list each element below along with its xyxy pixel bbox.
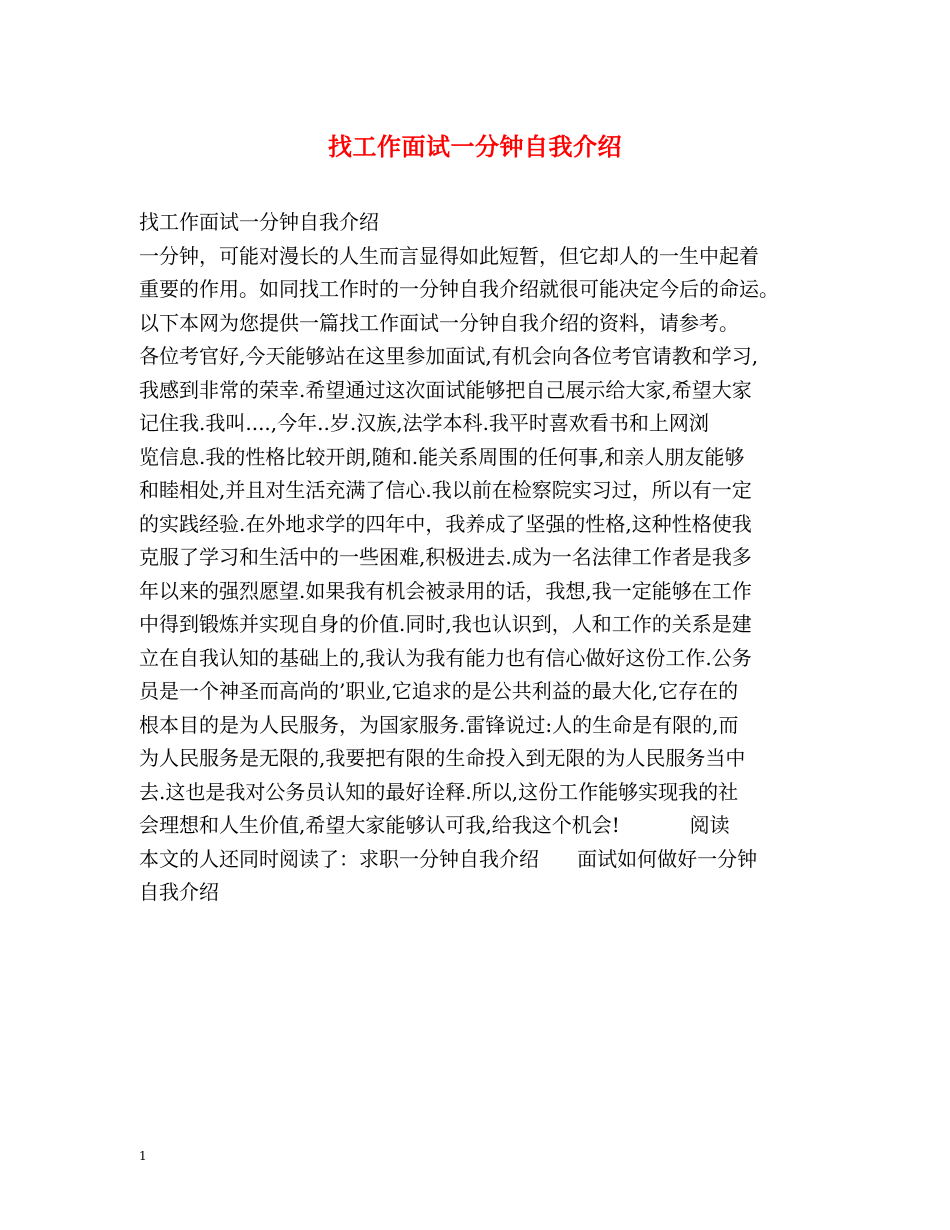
text-line: 会理想和人生价值,希望大家能够认可我,给我这个机会! 阅读 xyxy=(139,813,730,837)
page-number: 1 xyxy=(139,1149,147,1163)
text-line: 年以来的强烈愿望.如果我有机会被录用的话，我想,我一定能够在工作 xyxy=(139,578,752,603)
text-line: 我感到非常的荣幸.希望通过这次面试能够把自己展示给大家,希望大家 xyxy=(139,377,752,402)
text-line: 立在自我认知的基础上的,我认为我有能力也有信心做好这份工作.公务 xyxy=(139,645,752,670)
text-line: 本文的人还同时阅读了：求职一分钟自我介绍 面试如何做好一分钟 xyxy=(139,846,758,871)
document-title: 找工作面试一分钟自我介绍 xyxy=(328,132,622,161)
text-line: 各位考官好,今天能够站在这里参加面试,有机会向各位考官请教和学习, xyxy=(139,344,759,368)
text-line: 的实践经验.在外地求学的四年中，我养成了坚强的性格,这种性格使我 xyxy=(139,511,752,536)
text-line: 中得到锻炼并实现自身的价值.同时,我也认识到，人和工作的关系是建 xyxy=(139,612,752,636)
text-line: 员是一个神圣而高尚的’职业,它追求的是公共利益的最大化,它存在的 xyxy=(139,679,739,703)
text-line: 和睦相处,并且对生活充满了信心.我以前在检察院实习过，所以有一定 xyxy=(139,478,752,502)
text-line: 去.这也是我对公务员认知的最好诠释.所以,这份工作能够实现我的社 xyxy=(139,779,739,804)
document-body xyxy=(139,206,815,910)
text-line: 重要的作用。如同找工作时的一分钟自我介绍就很可能决定今后的命运。 xyxy=(139,277,779,301)
text-line: 一分钟，可能对漫长的人生而言显得如此短暂，但它却人的一生中起着 xyxy=(139,243,759,268)
text-line: 以下本网为您提供一篇找工作面试一分钟自我介绍的资料，请参考。 xyxy=(139,310,739,335)
text-line: 找工作面试一分钟自我介绍 xyxy=(139,210,379,234)
text-line: 根本目的是为人民服务，为国家服务.雷锋说过:人的生命是有限的,而 xyxy=(139,712,739,737)
text-line: 为人民服务是无限的,我要把有限的生命投入到无限的为人民服务当中 xyxy=(139,746,746,770)
text-line: 自我介绍 xyxy=(139,880,219,904)
text-line: 览信息.我的性格比较开朗,随和.能关系周围的任何事,和亲人朋友能够 xyxy=(139,444,745,469)
text-line: 记住我.我叫....,今年..岁.汉族,法学本科.我平时喜欢看书和上网浏 xyxy=(139,411,709,435)
text-line: 克服了学习和生活中的一些困难,积极进去.成为一名法律工作者是我多 xyxy=(139,545,752,569)
